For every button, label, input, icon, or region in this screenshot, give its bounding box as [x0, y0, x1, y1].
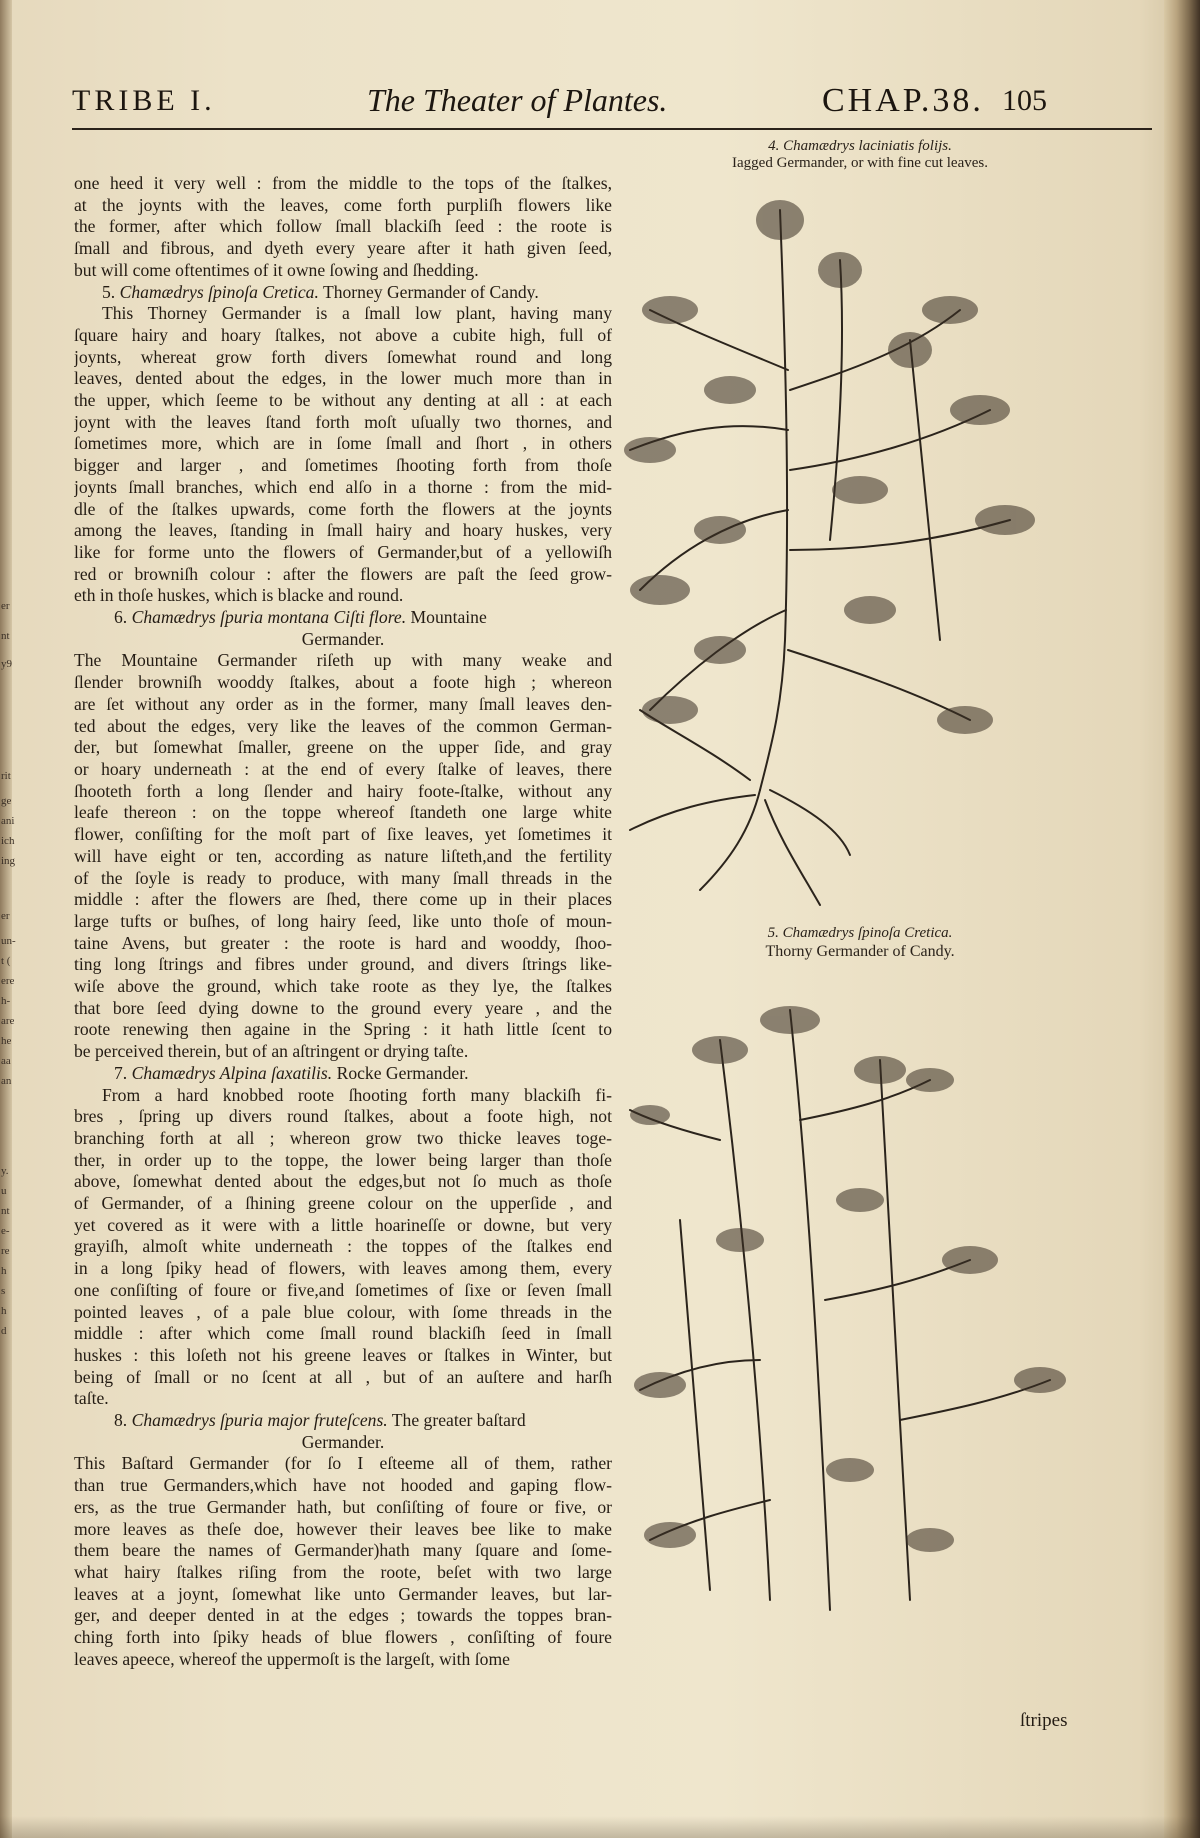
margin-fragment: h- [1, 995, 11, 1007]
text-line: ching forth into ſpiky heads of blue flowers , conſiſting of foure [74, 1627, 612, 1648]
section-5-heading: 5. Chamædrys ſpinoſa Cretica. Thorney Germander of Candy. [102, 281, 539, 302]
text-line: be perceived therein, but of an aſtringent or drying taſte. [74, 1041, 469, 1062]
text-line: flower, conſiſting for the moſt part of ſixe leaves, yet ſometimes it [74, 824, 612, 845]
text-line: ted about the edges, very like the leaves of the common German- [74, 715, 612, 736]
margin-fragment: rit [1, 770, 11, 782]
text-line: ſquare hairy and hoary ſtalkes, not above a cubite high, full of [74, 324, 612, 345]
margin-fragment: h [1, 1305, 7, 1317]
header-title: The Theater of Plantes. [367, 82, 668, 118]
section-7-heading: 7. Chamædrys Alpina ſaxatilis. Rocke Germander. [114, 1062, 469, 1083]
text-line: taſte. [74, 1388, 109, 1409]
text-line: ger, and deeper dented in at the edges ; towards the toppes bran- [74, 1605, 612, 1626]
text-line: This Baſtard Germander (for ſo I eſteeme all of them, rather [74, 1453, 612, 1474]
page-number: 105 [1002, 84, 1047, 117]
header-tribe: TRIBE I. [72, 84, 216, 117]
text-line: ting long ſtrings and fibres under ground, and divers ſtrings like- [74, 954, 612, 975]
text-line: joynts, whereat grow forth divers ſomewhat round and long [74, 346, 612, 367]
margin-fragment: ich [1, 835, 15, 847]
text-line: of Germander, of a ſhining greene colour on the upperſide , and [74, 1193, 612, 1214]
section-6-english: Mountaine [410, 607, 487, 628]
text-line: the former, after which follow ſmall blackiſh ſeed : the roote is [74, 216, 612, 237]
catchword: ſtripes [1020, 1710, 1068, 1731]
text-line: will have eight or ten, according as nature liſteth,and the fertility [74, 845, 612, 866]
margin-fragment: he [1, 1035, 12, 1047]
text-line: being of ſmall or no ſcent at all , but of an auſtere and harſh [74, 1366, 612, 1387]
text-line: joynts ſmall branches, which end alſo in a thorne : from the mid- [74, 476, 612, 497]
text-line: more leaves as theſe doe, however their leaves bee like to make [74, 1518, 612, 1539]
text-line: bigger and larger , and ſometimes ſhooting forth from thoſe [74, 455, 612, 476]
text-line: huskes : this loſeth not his greene leaves or ſtalkes in Winter, but [74, 1344, 612, 1365]
text-line: ther, in order up to the toppe, the lower being larger than thoſe [74, 1149, 612, 1170]
text-line: ſometimes more, which are in ſome ſmall and ſhort , in others [74, 433, 612, 454]
text-line: middle : after which come ſmall round blackiſh ſeed in ſmall [74, 1323, 612, 1344]
text-line: leaves, dented about the edges, in the lower much more than in [74, 368, 612, 389]
text-line: above, ſomewhat dented about the edges,but not ſo much as thoſe [74, 1171, 612, 1192]
text-line: leaves at a joynt, ſomewhat like unto Germander leaves, but lar- [74, 1583, 612, 1604]
section-8-text [74, 1453, 612, 1670]
margin-fragment: y9 [1, 658, 12, 670]
margin-fragment: are [1, 1015, 15, 1027]
margin-fragment: nt [1, 1205, 10, 1217]
text-line: branching forth at all ; whereon grow two thicke leaves toge- [74, 1127, 612, 1148]
section-7-latin: Chamædrys Alpina ſaxatilis. [131, 1062, 333, 1083]
header-rule [72, 128, 1152, 130]
text-line: or hoary underneath : at the end of every ſtalke of leaves, there [74, 758, 612, 779]
section-7-text [74, 1085, 612, 1411]
text-line: yet covered as it were with a little hoarineſſe or downe, but very [74, 1214, 612, 1235]
text-line: them beare the names of Germander)hath many ſquare and ſome- [74, 1540, 612, 1561]
margin-fragment: ing [1, 855, 16, 867]
margin-fragment: re [1, 1245, 10, 1257]
text-line: taine Avens, but greater : the roote is hard and wooddy, ſhoo- [74, 932, 612, 953]
text-line: This Thorney Germander is a ſmall low plant, having many [102, 303, 612, 324]
text-line: like for forme unto the flowers of Germander,but of a yellowiſh [74, 541, 612, 562]
section-8-english: The greater baſtard [391, 1410, 526, 1431]
text-line: the upper, which ſeeme to be without any denting at all : at each [74, 390, 612, 411]
text-line: der, but ſomewhat ſmaller, greene on the upper ſide, and gray [74, 737, 612, 758]
section-8-latin: Chamædrys ſpuria major fruteſcens. [131, 1410, 388, 1431]
section-7-english: Rocke Germander. [336, 1062, 469, 1083]
text-line: pointed leaves , of a pale blue colour, with ſome threads in the [74, 1301, 612, 1322]
text-line: ſmall and fibrous, and dyeth every yeare after it hath given ſeed, [74, 238, 612, 259]
margin-fragment: er [1, 910, 10, 922]
text-line: ſhooteth forth a long ſlender and hairy foote-ſtalke, without any [74, 780, 612, 801]
margin-fragment: aa [1, 1055, 11, 1067]
text-line: among the leaves, ſtanding in ſmall hairy and hoary huskes, very [74, 520, 612, 541]
figure-4-woodcut-illustration [610, 190, 1100, 910]
figure-5-caption-latin: 5. Chamædrys ſpinoſa Cretica. [767, 925, 953, 941]
margin-fragment: ani [1, 815, 15, 827]
text-line: The Mountaine Germander riſeth up with many weake and [74, 650, 612, 671]
text-line: of the ſoyle is ready to produce, with many ſmall threads in the [74, 867, 612, 888]
margin-fragment: er [1, 600, 10, 612]
header-chapter: CHAP.38. [822, 82, 984, 119]
section-6-text [74, 650, 612, 1062]
text-line: joynt with the leaves ſtand forth moſt uſually two thornes, and [74, 411, 612, 432]
section-5-text [74, 303, 612, 607]
margin-fragment: ere [1, 975, 15, 987]
section-8-heading: 8. Chamædrys ſpuria major fruteſcens. The greater baſtard [114, 1410, 526, 1431]
section-8-english-cont: Germander. [301, 1431, 385, 1452]
margin-fragment: nt [1, 630, 10, 642]
text-line: From a hard knobbed roote ſhooting forth many blackiſh fi- [102, 1084, 612, 1105]
margin-fragment: e- [1, 1225, 10, 1237]
margin-fragment: un- [1, 935, 16, 947]
text-line: one conſiſting of foure or five,and ſometimes of ſixe or ſeven ſmall [74, 1279, 612, 1300]
text-line: at the joynts with the leaves, come forth purpliſh flowers like [74, 194, 612, 215]
section-6-latin: Chamædrys ſpuria montana Ciſti flore. [131, 607, 407, 628]
text-line: in a long ſpiky head of flowers, with leaves among them, every [74, 1258, 612, 1279]
margin-fragment: ge [1, 795, 12, 807]
figure-5-woodcut-illustration [620, 1000, 1090, 1620]
text-line: are ſet without any order as in the former, many ſmall leaves den- [74, 693, 612, 714]
figure-4-caption-english: Iagged Germander, or with fine cut leaves. [732, 155, 988, 171]
body-text [74, 173, 612, 1671]
text-line: ſlender browniſh wooddy ſtalkes, about a foote high ; whereon [74, 672, 612, 693]
text-line: large tufts or buſhes, of long hairy ſeed, like unto thoſe of moun- [74, 910, 612, 931]
figure-5-caption-english: Thorny Germander of Candy. [765, 943, 955, 960]
text-line: than true Germanders,which have not hooded and gaping flow- [74, 1475, 612, 1496]
margin-fragment: s [1, 1285, 6, 1297]
text-line: ers, as the true Germander hath, but conſiſting of foure or five, or [74, 1496, 612, 1517]
section-6-english-cont: Germander. [301, 628, 385, 649]
running-header [72, 80, 1152, 124]
margin-fragment: d [1, 1325, 7, 1337]
margin-fragment: u [1, 1185, 7, 1197]
book-fore-edge [1164, 0, 1200, 1838]
text-line: but will come oftentimes of it owne ſowing and ſhedding. [74, 259, 479, 280]
margin-fragment: y. [1, 1165, 9, 1177]
bottom-shadow [0, 1816, 1200, 1838]
text-line: one heed it very well : from the middle to the tops of the ſtalkes, [74, 173, 612, 193]
text-line: eth in thoſe huskes, which is blacke and round. [74, 585, 404, 606]
figure-4-caption-latin: 4. Chamædrys laciniatis folijs. [768, 138, 952, 154]
text-line: leafe thereon : on the toppe whereof ſtandeth one large white [74, 802, 612, 823]
section-5-latin: Chamædrys ſpinoſa Cretica. [119, 281, 319, 302]
text-line: red or browniſh colour : after the flowers are paſt the ſeed grow- [74, 563, 612, 584]
text-line: wiſe above the ground, which take roote as they lye, the ſtalkes [74, 976, 612, 997]
section-5-english: Thorney Germander of Candy. [322, 281, 539, 302]
text-line: that bore ſeed dying downe to the ground every yeare , and the [74, 997, 612, 1018]
section-6-heading: 6. Chamædrys ſpuria montana Ciſti flore. Mountaine [114, 607, 487, 628]
margin-fragment: t ( [1, 955, 11, 967]
text-line: leaves apeece, whereof the uppermoſt is the largeſt, with ſome [74, 1648, 510, 1669]
text-line: grayiſh, almoſt white underneath : the toppes of the ſtalkes end [74, 1236, 612, 1257]
text-line: what hairy ſtalkes riſing from the roote, beſet with two large [74, 1562, 612, 1582]
text-line: roote renewing then againe in the Spring : it hath little ſcent to [74, 1019, 612, 1040]
margin-fragment: an [1, 1075, 12, 1087]
margin-fragment: h [1, 1265, 7, 1277]
text-line: bres , ſpring up divers round ſtalkes, about a foote high, not [74, 1106, 612, 1127]
text-line: dle of the ſtalkes upwards, come forth the flowers at the joynts [74, 498, 612, 519]
text-line: middle : after the flowers are ſhed, there come up in their places [74, 889, 612, 910]
intro-paragraph [74, 173, 612, 282]
